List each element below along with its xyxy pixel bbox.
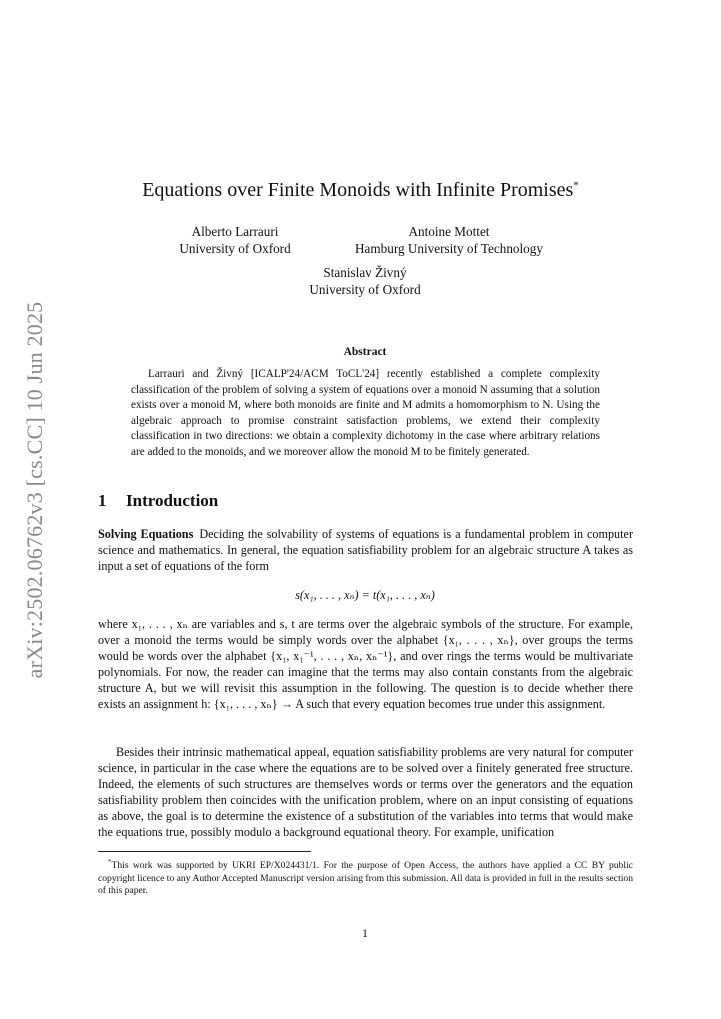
section-number: 1 [98,491,107,510]
paragraph-solving-equations [98,526,633,574]
section-title: Introduction [126,491,219,510]
title-footnote-mark: * [573,179,579,192]
paper-title-text: Equations over Finite Monoids with Infinite Promises [142,179,574,201]
author-name: Stanislav Živný [323,265,407,280]
section-heading [98,491,218,511]
author-name: Alberto Larrauri [191,224,279,239]
author-block-3 [250,264,480,298]
footnote [98,856,633,898]
paragraph-heading: Solving Equations [98,527,194,541]
author-block-2 [330,223,568,257]
author-name: Antoine Mottet [408,224,490,239]
display-equation: s(x₁, . . . , xₙ) = t(x₁, . . . , xₙ) [295,588,435,602]
arxiv-side-stamp [20,301,50,679]
paragraph-terms: where x₁, . . . , xₙ are variables and s, t are terms over the algebraic symbols of the structure. For example, over a monoid the terms would be simply words over the alphabet {x₁, . . . , xₙ}, over groups the terms would be words over the alphabet {x₁, x₁⁻¹, . . . , xₙ, xₙ⁻¹}, and over rings the terms would be multivariate polynomials. For now, the reader can imagine that the terms may also contain constants from the algebraic structure A, but we will revisit this assumption in the following. The question is to decide whether there exists an assignment h: {x₁, . . . , xₙ} → A such that every equation becomes true under this assignment. [98,617,633,711]
author-affiliation: Hamburg University of Technology [355,241,543,256]
author-affiliation: University of Oxford [309,282,421,297]
footnote-rule [98,851,311,852]
arxiv-identifier: arXiv:2502.06762v3 [cs.CC] 10 Jun 2025 [22,301,47,679]
footnote-text: This work was supported by UKRI EP/X024431/1. For the purpose of Open Access, the authors have applied a CC BY public copyright licence to any Author Accepted Manuscript version arising from this submission. All data is provided in full in the results section of this paper. [98,860,633,897]
paper-title [0,179,721,202]
author-block-1 [150,223,320,257]
page-number: 1 [362,926,368,940]
paragraph-text: Deciding the solvability of systems of equations is a fundamental problem in computer science and mathematics. In general, the equation satisfiability problem for an algebraic structure A takes as input a set of equations of the form [98,527,634,573]
abstract-text: Larrauri and Živný [ICALP'24/ACM ToCL'24] recently established a complete complexity classification of the problem of solving a system of equations over a monoid N assuming that a solution exists over a monoid M, where both monoids are finite and M admits a homomorphism to N. Using the algebraic approach to promise constraint satisfaction problems, we extend their complexity classification in two directions: we obtain a complexity dichotomy in the case where arbitrary relations are added to the monoids, and we moreover allow the monoid M to be finitely generated. [131,368,600,458]
paragraph-motivation: Besides their intrinsic mathematical appeal, equation satisfiability problems are very natural for computer science, in particular in the case where the equations are to be solved over a finitely generated free structure. Indeed, the elements of such structures are themselves words or terms over the generators and the equation satisfiability problem then coincides with the unification problem, where on an input consisting of equations as above, the goal is to determine the existence of a substitution of the variables into terms that would make the equations true, possibly modulo a background equational theory. For example, unification [98,745,633,839]
abstract-heading: Abstract [343,346,387,358]
author-affiliation: University of Oxford [179,241,291,256]
footnote-mark: * [108,858,112,866]
